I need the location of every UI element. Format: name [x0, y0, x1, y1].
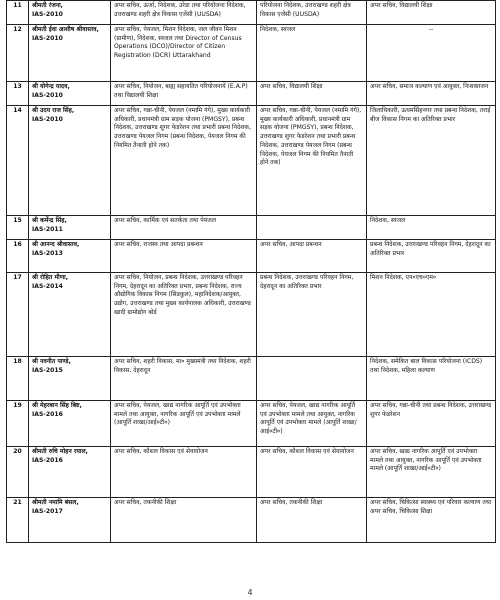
current-posting-cell: अपर सचिव, पेयजल, खाद्य नागरिक आपूर्ति एवं उपभोक्ता मामले तथा आयुक्त, नागरिक आपूर्ति एवं उपभोक्ता मामले (आपूर्ति शाखा/आई०टी०): [111, 401, 257, 447]
relieved-posting-cell: प्रबन्ध निदेशक, उत्तराखण्ड परिवहन निगम, देहरादून का अतिरिक्त प्रभार: [257, 273, 367, 357]
new-posting-cell: अपर सचिव, गन्ना-चीनी तथा प्रबन्ध निदेशक, उत्तराखण्ड शुगर फेडरेशन: [367, 401, 496, 447]
empty-dash: --: [428, 26, 434, 33]
page-number: 4: [247, 588, 253, 597]
serial-number-cell: 18: [7, 357, 29, 401]
current-posting-cell: अपर सचिव, तकनीकी शिक्षा: [111, 498, 257, 543]
officer-name-cell: [29, 106, 111, 216]
new-posting-cell: [367, 25, 496, 82]
serial-number-cell: 17: [7, 273, 29, 357]
officer-name-cell: [29, 401, 111, 447]
table-row: [7, 82, 496, 106]
relieved-posting-cell: परियोजना निदेशक, उत्तराखण्ड शहरी क्षेत्र विकास एजेंसी (UUSDA): [257, 1, 367, 25]
relieved-posting-cell: अपर सचिव, विद्यालयी शिक्षा: [257, 82, 367, 106]
ias-batch: IAS-2010: [32, 91, 63, 99]
current-posting-cell: अपर सचिव, राजस्व तथा आपदा प्रबन्धन: [111, 240, 257, 273]
serial-number-cell: 13: [7, 82, 29, 106]
relieved-posting-cell: अपर सचिव, आपदा प्रबन्धन: [257, 240, 367, 273]
table-row: [7, 401, 496, 447]
officer-name: श्री आनन्द श्रीवास्तव,: [32, 241, 80, 248]
officer-name-cell: [29, 498, 111, 543]
posting-table-page: [6, 0, 495, 543]
officer-name: श्री मेहरबान सिंह बिष्ट,: [32, 402, 82, 409]
ias-batch: IAS-2010: [32, 10, 63, 18]
relieved-posting-cell: अपर सचिव, कौशल विकास एवं सेवायोजन: [257, 447, 367, 498]
relieved-posting-cell: अपर सचिव, तकनीकी शिक्षा: [257, 498, 367, 543]
table-row: [7, 216, 496, 240]
serial-number-cell: 14: [7, 106, 29, 216]
officer-name-cell: [29, 273, 111, 357]
current-posting-cell: अपर सचिव, कौशल विकास एवं सेवायोजन: [111, 447, 257, 498]
officer-name: श्रीमती रंजना,: [32, 2, 63, 9]
new-posting-cell: प्रबन्ध निदेशक, उत्तराखण्ड परिवहन निगम, देहरादून का अतिरिक्त प्रभार: [367, 240, 496, 273]
relieved-posting-cell: [257, 357, 367, 401]
table-row: [7, 447, 496, 498]
table-row: [7, 498, 496, 543]
officer-name-cell: [29, 25, 111, 82]
table-row: [7, 25, 496, 82]
current-posting-cell: अपर सचिव, कार्मिक एवं सतर्कता तथा पेयजल: [111, 216, 257, 240]
new-posting-cell: निदेशक, स्वजल: [367, 216, 496, 240]
new-posting-cell: मिशन निदेशक, एन०एच०एम०: [367, 273, 496, 357]
relieved-posting-cell: अपर सचिव, गन्ना-चीनी, पेयजल (नमामि गंगे), मुख्य कार्यकारी अधिकारी, प्रधानमंत्री ग्राम सड़क योजना (PMGSY), प्रबन्ध निदेशक, उत्तराखण्ड शुगर फेडरेशन तथा प्रभारी प्रबन्ध निदेशक, उत्तराखण्ड पेयजल निगम (प्रबन्ध निदेशक, पेयजल निगम की नियमित तैनाती होने तक): [257, 106, 367, 216]
serial-number-cell: 20: [7, 447, 29, 498]
current-posting-cell: अपर सचिव, नियोजन, बाह्य सहायतित परियोजनायें (E.A.P) तथा विद्यालयी शिक्षा: [111, 82, 257, 106]
table-row: [7, 273, 496, 357]
serial-number-cell: 21: [7, 498, 29, 543]
new-posting-cell: अपर सचिव, खाद्य नागरिक आपूर्ति एवं उपभोक्ता मामले तथा आयुक्त, नागरिक आपूर्ति एवं उपभोक्ता मामले (आपूर्ति शाखा/आई०टी०): [367, 447, 496, 498]
ias-batch: IAS-2010: [32, 34, 63, 42]
officer-name: श्री कर्मेन्द्र सिंह,: [32, 217, 67, 224]
officer-name-cell: [29, 82, 111, 106]
current-posting-cell: अपर सचिव, शहरी विकास, मा० मुख्यमंत्री तथा निदेशक, शहरी विकास, देहरादून: [111, 357, 257, 401]
officer-name: श्री रोहित मीणा,: [32, 274, 69, 281]
serial-number-cell: 12: [7, 25, 29, 82]
officer-name: श्री योगेन्द्र यादव,: [32, 83, 70, 90]
ias-batch: IAS-2017: [32, 507, 63, 515]
ias-batch: IAS-2010: [32, 115, 63, 123]
table-row: [7, 240, 496, 273]
relieved-posting-cell: अपर सचिव, पेयजल, खाद्य नागरिक आपूर्ति एवं उपभोक्ता मामले तथा आयुक्त, नागरिक आपूर्ति एवं उपभोक्ता मामले (आपूर्ति शाखा/आई०टी०): [257, 401, 367, 447]
officer-name-cell: [29, 357, 111, 401]
ias-batch: IAS-2013: [32, 249, 63, 257]
officer-name: श्रीमती ईवा आशीष श्रीवास्तव,: [32, 26, 99, 33]
new-posting-cell: निदेशक, समेकित बाल विकास परियोजना (ICDS) तथा निदेशक, महिला कल्याण: [367, 357, 496, 401]
current-posting-cell: अपर सचिव, ऊर्जा, निदेशक, उरेडा तथा परियोजना निदेशक, उत्तराखण्ड शहरी क्षेत्र विकास एजेंसी (UUSDA): [111, 1, 257, 25]
officer-posting-table: [6, 0, 496, 543]
table-row: [7, 106, 496, 216]
officer-name: श्रीमती नमामि बंसल,: [32, 499, 79, 506]
ias-batch: IAS-2014: [32, 282, 63, 290]
new-posting-cell: जिलाधिकारी, ऊधमसिंहनगर तथा प्रबन्ध निदेशक, तराई बीज विकास निगम का अतिरिक्त प्रभार: [367, 106, 496, 216]
new-posting-cell: अपर सचिव, चिकित्सा स्वास्थ्य एवं परिवार कल्याण तथा अपर सचिव, चिकित्सा शिक्षा: [367, 498, 496, 543]
ias-batch: IAS-2015: [32, 366, 63, 374]
ias-batch: IAS-2016: [32, 456, 63, 464]
serial-number-cell: 11: [7, 1, 29, 25]
table-row: [7, 357, 496, 401]
serial-number-cell: 19: [7, 401, 29, 447]
officer-name-cell: [29, 1, 111, 25]
officer-name-cell: [29, 240, 111, 273]
officer-name: श्रीमती रुचि मोहन रयाल,: [32, 448, 88, 455]
officer-name: श्री उदय राज सिंह,: [32, 107, 75, 114]
new-posting-cell: अपर सचिव, समाज कल्याण एवं आयुक्त, निःशक्तजन: [367, 82, 496, 106]
ias-batch: IAS-2011: [32, 225, 63, 233]
table-row: [7, 1, 496, 25]
current-posting-cell: अपर सचिव, पेयजल, मिशन निदेशक, जल जीवन मिशन (ग्रामीण), निदेशक, स्वजल तथा Director of Census Operations (DCO)/Director of Citizen Registration (DCR) Uttarakhand: [111, 25, 257, 82]
serial-number-cell: 15: [7, 216, 29, 240]
officer-name-cell: [29, 216, 111, 240]
relieved-posting-cell: निदेशक, स्वजल: [257, 25, 367, 82]
relieved-posting-cell: [257, 216, 367, 240]
current-posting-cell: अपर सचिव, नियोजन, प्रबन्ध निदेशक, उत्तराखण्ड परिवहन निगम, देहरादून का अतिरिक्त प्रभार, प्रबन्ध निदेशक, राज्य औद्योगिक विकास निगम (सिडकुल), महानिदेशक/आयुक्त, उद्योग, उत्तराखण्ड तथा मुख्य कार्यपालक अधिकारी, उत्तराखण्ड खादी ग्रामोद्योग बोर्ड: [111, 273, 257, 357]
current-posting-cell: अपर सचिव, गन्ना-चीनी, पेयजल (नमामि गंगे), मुख्य कार्यकारी अधिकारी, प्रधानमंत्री ग्राम सड़क योजना (PMGSY), प्रबन्ध निदेशक, उत्तराखण्ड शुगर फेडरेशन तथा प्रभारी प्रबन्ध निदेशक, उत्तराखण्ड पेयजल निगम (प्रबन्ध निदेशक, पेयजल निगम की नियमित तैनाती होने तक): [111, 106, 257, 216]
officer-name: श्री नवनीत पाण्डे,: [32, 358, 71, 365]
new-posting-cell: अपर सचिव, विद्यालयी शिक्षा: [367, 1, 496, 25]
serial-number-cell: 16: [7, 240, 29, 273]
table-body: [7, 1, 496, 543]
ias-batch: IAS-2016: [32, 410, 63, 418]
officer-name-cell: [29, 447, 111, 498]
